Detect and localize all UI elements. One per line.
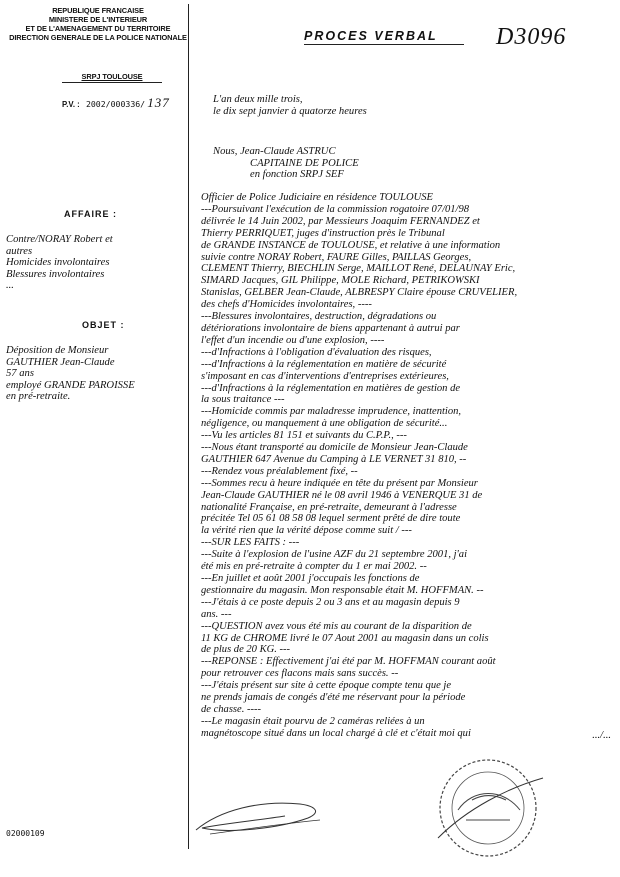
deposition-line: GAUTHIER 647 Avenue du Camping à LE VERNET 31 810, --	[201, 453, 467, 465]
signature-icon	[190, 790, 330, 840]
deposition-line: ---Poursuivant l'exécution de la commission rogatoire 07/01/98	[201, 203, 470, 215]
deposition-body	[201, 192, 611, 742]
deposition-line: ---Sommes recu à heure indiquée en tête du présent par Monsieur	[201, 477, 478, 489]
deposition-line: précitée Tel 05 61 08 58 08 lequel serment prêté de dire toute	[201, 513, 461, 525]
date-line-time: le dix sept janvier à quatorze heures	[213, 106, 367, 117]
officer-intro: Nous, Jean-Claude ASTRUC	[213, 146, 336, 157]
affaire-line: Homicides involontaires	[6, 257, 110, 269]
deposition-line: CLEMENT Thierry, BIECHLIN Serge, MAILLOT René, DELAUNAY Eric,	[201, 263, 516, 275]
deposition-line: la sous traitance ---	[201, 394, 285, 406]
header-line-direction: DIRECTION GENERALE DE LA POLICE NATIONALE	[9, 33, 187, 42]
header-line-republique: REPUBLIQUE FRANCAISE	[52, 6, 144, 15]
deposition-line: Thierry PERRIQUET, juges d'instruction près le Tribunal	[201, 227, 445, 239]
deposition-line: ---QUESTION avez vous été mis au courant de la disparition de	[201, 620, 472, 632]
deposition-line: gestionnaire du magasin. Mon responsable était M. HOFFMAN. --	[201, 584, 484, 596]
deposition-line: ---J'étais présent sur site à cette époque compte tenu que je	[201, 680, 452, 692]
document-code: D3096	[496, 24, 567, 50]
deposition-line: ans. ---	[201, 608, 232, 620]
deposition-line: de chasse. ----	[201, 703, 262, 715]
deposition-line: nationalité Française, en pré-retraite, demeurant à l'adresse	[201, 501, 457, 513]
footer-code: 02000109	[6, 829, 45, 838]
deposition-line: de plus de 20 KG. ---	[201, 644, 291, 656]
vertical-separator	[188, 4, 189, 849]
affaire-line: autres	[6, 245, 33, 257]
deposition-line: ---J'étais à ce poste depuis 2 ou 3 ans et au magasin depuis 9	[201, 596, 460, 608]
pv-number: 2002/000336/	[85, 99, 146, 109]
pv-label: P.V. :	[62, 100, 80, 109]
deposition-line: ---SUR LES FAITS : ---	[201, 537, 300, 549]
officer-name-line	[213, 146, 359, 158]
objet-line: en pré-retraite.	[6, 391, 71, 403]
deposition-line: suivie contre NORAY Robert, FAURE Gilles, PAILLAS Georges,	[201, 251, 472, 263]
objet-line: 57 ans	[6, 368, 34, 380]
service-name: SRPJ TOULOUSE	[62, 72, 162, 83]
officer-service: en fonction SRPJ SEF	[250, 169, 344, 181]
objet-label: OBJET :	[82, 320, 125, 330]
deposition-line: ---Homicide commis par maladresse imprudence, inattention,	[201, 406, 462, 418]
deposition-line: ---Blessures involontaires, destruction, dégradations ou	[201, 311, 437, 323]
header-line-territoire: ET DE L'AMENAGEMENT DU TERRITOIRE	[25, 24, 171, 33]
objet-block	[6, 345, 135, 403]
deposition-line: ---Nous étant transporté au domicile de Monsieur Jean-Claude	[201, 442, 468, 454]
deposition-line: SIMARD Jacques, GIL Philippe, MOLE Richard, PETRIKOWSKI	[201, 275, 480, 287]
deposition-line: négligence, ou manquement à une obligation de sécurité...	[201, 418, 448, 430]
deposition-line: Jean-Claude GAUTHIER né le 08 avril 1946 à VENERQUE 31 de	[201, 489, 483, 501]
officer-block	[213, 146, 359, 181]
deposition-line: .../...	[592, 729, 611, 741]
deposition-line: ---Vu les articles 81 151 et suivants du C.P.P., ---	[201, 430, 407, 442]
deposition-line: de GRANDE INSTANCE de TOULOUSE, et relative à une information	[201, 239, 501, 251]
objet-line: employé GRANDE PAROISSE	[6, 379, 135, 391]
title-underline	[304, 44, 464, 45]
deposition-line: ---d'Infractions à l'obligation d'évaluation des risques,	[201, 346, 432, 358]
deposition-line: ---d'Infractions à la réglementation en matière de sécurité	[201, 358, 447, 370]
deposition-line: détériorations involontaire de biens appartenant à autrui par	[201, 322, 460, 334]
deposition-line: ne prends jamais de congés d'été me réservant pour la période	[201, 692, 466, 704]
deposition-line: la vérité rien que la vérité dépose comme suit / ---	[201, 525, 412, 537]
deposition-line: 11 KG de CHROME livré le 07 Aout 2001 au magasin dans un colis	[201, 632, 489, 644]
deposition-line: ---Suite à l'explosion de l'usine AZF du 21 septembre 2001, j'ai	[201, 549, 468, 561]
deposition-line: ---REPONSE : Effectivement j'ai été par M. HOFFMAN courant août	[201, 656, 496, 668]
deposition-line: Officier de Police Judiciaire en résidence TOULOUSE	[201, 192, 433, 203]
official-stamp-icon	[428, 748, 548, 868]
administration-header	[0, 6, 196, 42]
deposition-line: ---Le magasin était pourvu de 2 caméras reliées à un	[201, 715, 425, 727]
officer-rank: CAPITAINE DE POLICE	[250, 157, 359, 169]
affaire-line: ...	[6, 280, 14, 292]
objet-line: Déposition de Monsieur	[6, 345, 109, 356]
deposition-line: délivrée le 14 Juin 2002, par Messieurs Joaquim FERNANDEZ et	[201, 215, 480, 227]
affaire-label: AFFAIRE :	[64, 209, 117, 219]
deposition-line: Stanislas, GELBER Jean-Claude, ALBRESPY Claire épouse CRUVELIER,	[201, 287, 518, 299]
affaire-block	[6, 234, 113, 292]
deposition-line: ---d'Infractions à la réglementation en matières de gestion de	[201, 382, 461, 394]
document-title: PROCES VERBAL	[304, 29, 438, 43]
deposition-line: pour retrouver ces flacons mais sans succès. --	[201, 668, 399, 680]
objet-line: GAUTHIER Jean-Claude	[6, 356, 115, 368]
deposition-line: été mis en pré-retraite à compter du 1 er mai 2002. --	[201, 561, 427, 573]
date-line-year: L'an deux mille trois,	[213, 94, 303, 105]
pv-reference	[62, 95, 170, 111]
date-block	[213, 94, 367, 118]
deposition-line: ---En juillet et août 2001 j'occupais les fonctions de	[201, 573, 420, 584]
affaire-line: Contre/NORAY Robert et	[6, 234, 113, 245]
deposition-line: s'imposant en cas d'interventions d'entreprises extérieures,	[201, 370, 449, 382]
header-line-ministere: MINISTERE DE L'INTERIEUR	[48, 15, 148, 24]
deposition-line: l'effet d'un incendie ou d'une explosion, ----	[201, 334, 385, 346]
affaire-line: Blessures involontaires	[6, 268, 105, 280]
deposition-line: magnétoscope situé dans un local chargé à clé et c'était moi qui	[201, 727, 471, 739]
pv-handwritten-number: 137	[147, 95, 170, 110]
deposition-line: des chefs d'Homicides involontaires, ----	[201, 299, 372, 311]
deposition-line: ---Rendez vous préalablement fixé, --	[201, 465, 358, 477]
